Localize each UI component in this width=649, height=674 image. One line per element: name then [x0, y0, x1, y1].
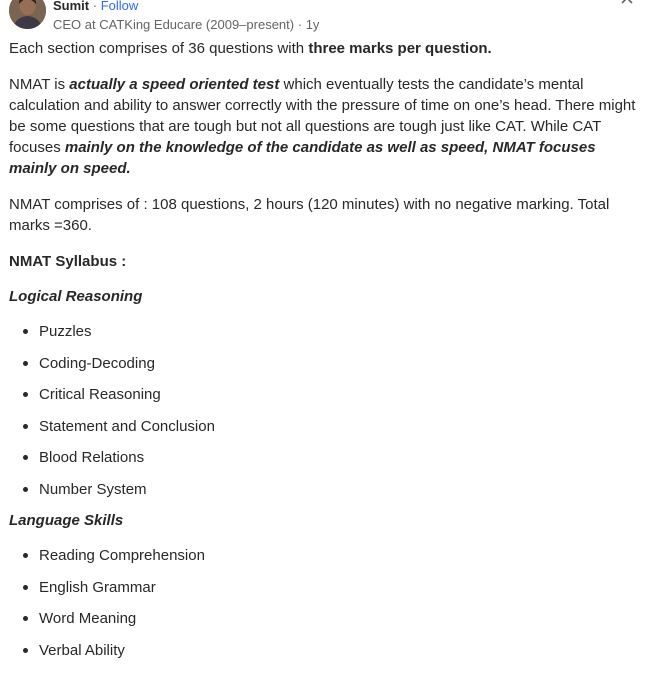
- section-title: Language Skills: [9, 512, 124, 529]
- list-item: Reading Comprehension: [9, 545, 641, 566]
- bold-italic-text: mainly on the knowledge of the candidate as well as speed, NMAT focuses mainly on speed.: [9, 139, 596, 177]
- paragraph-speed: [9, 74, 641, 179]
- bold-text: three marks per question.: [308, 40, 492, 57]
- bold-italic-text: actually a speed oriented test: [69, 76, 280, 93]
- list-item: Puzzles: [9, 321, 641, 342]
- list-item: English Grammar: [9, 577, 641, 598]
- syllabus-heading: NMAT Syllabus :: [9, 253, 127, 270]
- paragraph-text: Each section comprises of 36 questions with: [9, 40, 309, 57]
- separator-dot: ·: [92, 0, 98, 13]
- avatar[interactable]: [9, 0, 46, 29]
- answer-content: [9, 38, 641, 671]
- author-line: [53, 0, 138, 14]
- list-item: Number System: [9, 479, 641, 500]
- answer-timestamp[interactable]: 1y: [305, 17, 320, 32]
- list-item: Blood Relations: [9, 447, 641, 468]
- topic-list: [9, 545, 641, 661]
- answer-header: [9, 0, 639, 36]
- close-icon[interactable]: [619, 0, 635, 6]
- list-item: Statement and Conclusion: [9, 416, 641, 437]
- topic-list: [9, 321, 641, 500]
- section-title: Logical Reasoning: [9, 288, 143, 305]
- paragraph-structure: NMAT comprises of : 108 questions, 2 hours (120 minutes) with no negative marking. Total marks =360.: [9, 196, 610, 234]
- list-item: Critical Reasoning: [9, 384, 641, 405]
- paragraph-text: which eventually tests the candidate’s mental calculation and ability to answer correctly with the pressure of time on one’s head. There might be some questions that are tough but not all questions are tough just like CAT. While CAT focuses: [9, 76, 636, 156]
- author-credential[interactable]: CEO at CATKing Educare (2009–present): [53, 17, 295, 32]
- paragraph-sections: [9, 38, 641, 59]
- list-item: Verbal Ability: [9, 640, 641, 661]
- paragraph-text: NMAT is: [9, 76, 70, 93]
- separator-dot: ·: [297, 17, 303, 32]
- list-item: Word Meaning: [9, 608, 641, 629]
- follow-button[interactable]: Follow: [100, 0, 139, 13]
- avatar-image: [9, 0, 46, 29]
- author-name[interactable]: Sumit: [53, 0, 90, 13]
- list-item: Coding-Decoding: [9, 353, 641, 374]
- credential-line: [53, 17, 319, 33]
